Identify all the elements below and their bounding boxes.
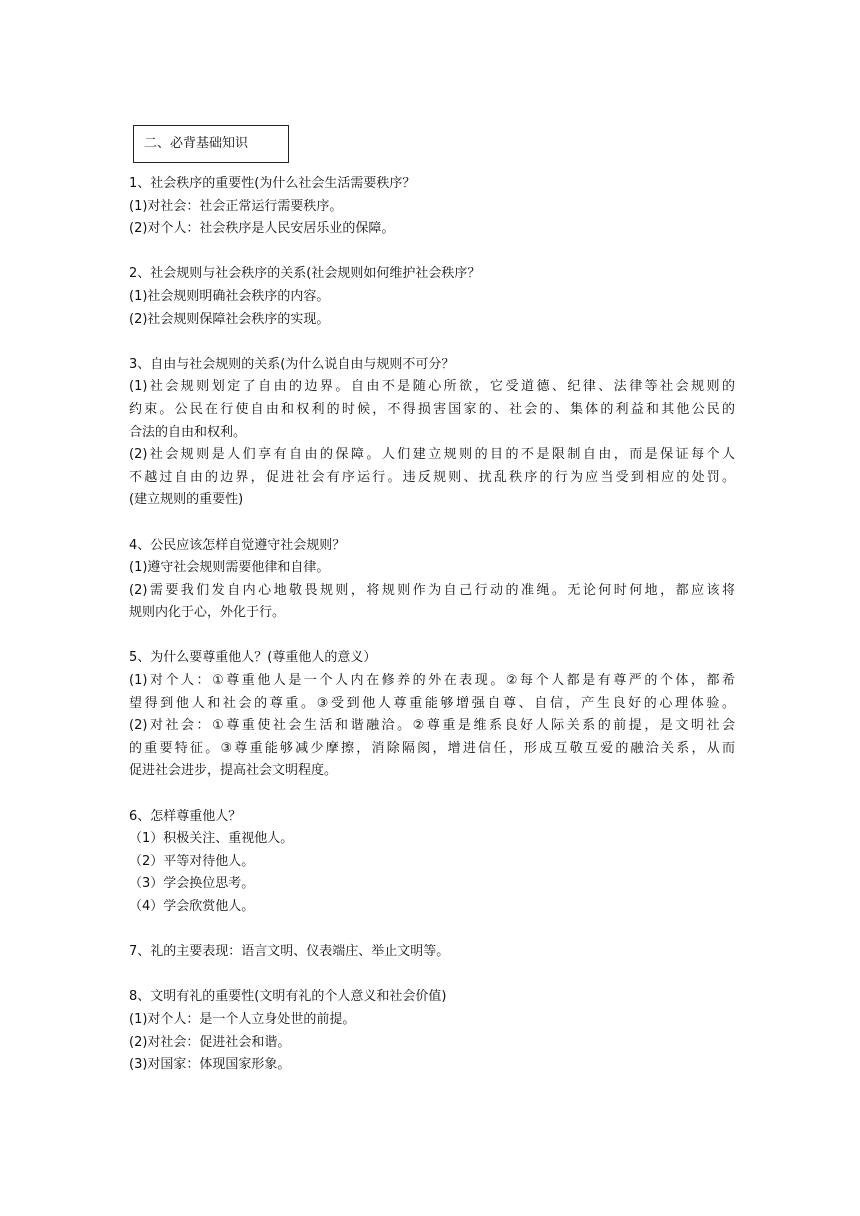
item-line: 促进社会进步，提高社会文明程度。: [129, 763, 338, 779]
item-heading: 3、自由与社会规则的关系(为什么说自由与规则不可分？: [129, 356, 455, 372]
item-heading: 1、社会秩序的重要性(为什么社会生活需要秩序？: [129, 176, 416, 191]
section-title-box: [133, 125, 289, 163]
item-line: (2)需要我们发自内心地敬畏规则，将规则作为自己行动的准绳。无论何时何地，都应该将: [129, 582, 735, 598]
item-line: 合法的自由和权利。: [129, 424, 247, 440]
item-line: 不越过自由的边界，促进社会有序运行。违反规则、扰乱秩序的行为应当受到相应的处罚。: [129, 469, 735, 485]
item-line: (1)遵守社会规则需要他律和自律。: [129, 560, 330, 576]
knowledge-item-3: [129, 354, 735, 512]
item-line: 望得到他人和社会的尊重。③受到他人尊重能够增强自尊、自信，产生良好的心理体验。: [129, 695, 735, 711]
item-heading: 8、文明有礼的重要性(文明有礼的个人意义和社会价值): [129, 989, 447, 1005]
item-heading: 7、礼的主要表现：语言文明、仪表端庄、举止文明等。: [129, 944, 450, 960]
knowledge-list: [129, 173, 735, 1099]
item-heading: 5、为什么要尊重他人？(尊重他人的意义）: [129, 650, 377, 666]
item-line: 规则内化于心，外化于行。: [129, 605, 286, 621]
section-title: 二、必背基础知识: [144, 136, 249, 151]
item-line: 约束。公民在行使自由和权利的时候，不得损害国家的、社会的、集体的利益和其他公民的: [129, 401, 735, 417]
item-line: （4）学会欣赏他人。: [129, 899, 255, 914]
knowledge-item-8: [129, 986, 735, 1076]
item-line: (2)社会规则是人们享有自由的保障。人们建立规则的目的不是限制自由，而是保证每个人: [129, 447, 735, 463]
item-line: (建立规则的重要性): [129, 492, 244, 508]
item-line: (2)对个人：社会秩序是人民安居乐业的保障。: [129, 221, 395, 237]
item-line: (1)社会规则划定了自由的边界。自由不是随心所欲，它受道德、纪律、法律等社会规则的: [129, 379, 735, 395]
knowledge-item-4: [129, 535, 735, 625]
item-line: (1)对个人：是一个人立身处世的前提。: [129, 1011, 356, 1027]
item-line: (2)对社会：①尊重使社会生活和谐融洽。②尊重是维系良好人际关系的前提，是文明社会: [129, 718, 735, 734]
knowledge-item-6: [129, 806, 735, 919]
item-line: (1)社会规则明确社会秩序的内容。: [129, 288, 330, 304]
item-heading: 4、公民应该怎样自觉遵守社会规则？: [129, 537, 346, 553]
item-line: 的重要特征。③尊重能够减少摩擦，消除隔阂，增进信任，形成互敬互爱的融洽关系，从而: [129, 740, 735, 756]
item-line: （2）平等对待他人。: [129, 853, 255, 869]
knowledge-item-5: [129, 647, 735, 783]
item-line: （1）积极关注、重视他人。: [129, 831, 294, 847]
item-heading: 6、怎样尊重他人？: [129, 808, 242, 824]
item-line: (1)对个人：①尊重他人是一个人内在修养的外在表现。②每个人都是有尊严的个体，都希: [129, 673, 735, 689]
item-line: (2)对社会：促进社会和谐。: [129, 1034, 291, 1050]
item-line: (3)对国家：体现国家形象。: [129, 1057, 291, 1073]
item-line: (2)社会规则保障社会秩序的实现。: [129, 311, 330, 327]
item-line: （3）学会换位思考。: [129, 876, 255, 892]
knowledge-item-2: [129, 263, 735, 331]
item-line: (1)对社会：社会正常运行需要秩序。: [129, 198, 343, 214]
item-heading: 2、社会规则与社会秩序的关系(社会规则如何维护社会秩序？: [129, 266, 481, 282]
knowledge-item-1: [129, 173, 735, 241]
knowledge-item-7: [129, 941, 735, 964]
